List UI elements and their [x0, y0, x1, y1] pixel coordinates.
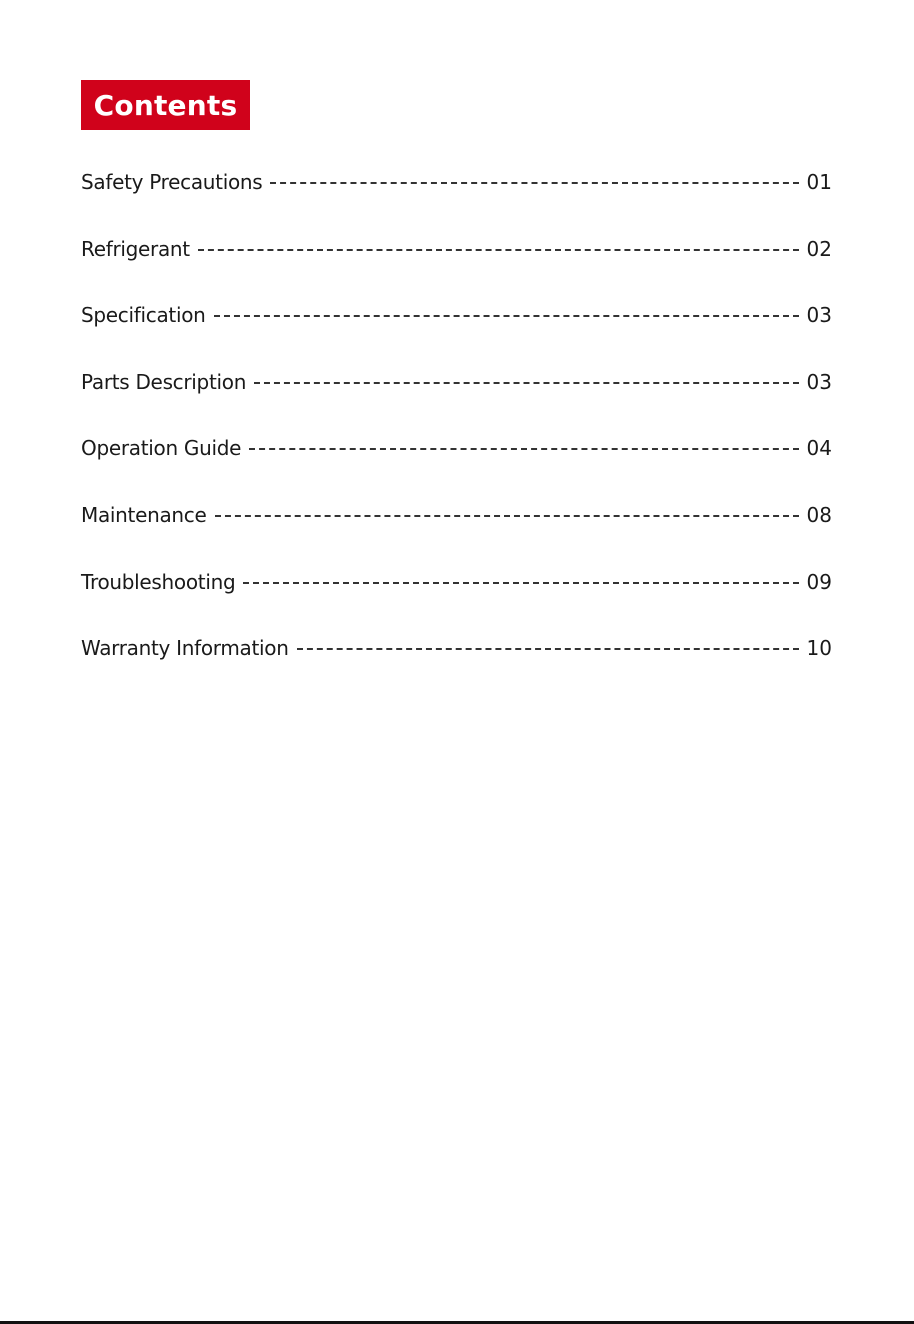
toc-entry-page: 02 [806, 236, 832, 261]
toc-entry-title: Specification [81, 303, 206, 328]
toc-entry-parts-description[interactable] [81, 364, 832, 400]
dot-leader [254, 382, 798, 384]
toc-entry-troubleshooting[interactable] [81, 564, 832, 600]
toc-entry-specification[interactable] [81, 297, 832, 333]
toc-entry-page: 01 [806, 170, 832, 194]
page-title: Contents [93, 88, 238, 122]
dot-leader [214, 315, 799, 317]
contents-heading-badge [81, 80, 250, 130]
toc-entry-maintenance[interactable] [81, 497, 832, 533]
dot-leader [297, 648, 799, 650]
toc-entry-page: 10 [806, 636, 832, 661]
toc-entry-safety-precautions[interactable] [81, 164, 832, 200]
toc-entry-page: 09 [806, 569, 832, 594]
toc-entry-page: 03 [806, 369, 832, 394]
toc-entry-title: Refrigerant [81, 236, 190, 261]
toc-entry-warranty-information[interactable] [81, 630, 832, 666]
toc-entry-page: 03 [806, 303, 832, 328]
dot-leader [198, 249, 799, 251]
table-of-contents [81, 164, 832, 697]
toc-entry-title: Troubleshooting [81, 569, 236, 594]
toc-entry-title: Warranty Information [81, 636, 289, 661]
toc-entry-title: Safety Precautions [81, 170, 263, 194]
dot-leader [249, 448, 798, 450]
dot-leader [243, 582, 798, 584]
toc-entry-page: 04 [806, 436, 832, 461]
toc-entry-operation-guide[interactable] [81, 430, 832, 466]
toc-entry-title: Parts Description [81, 369, 247, 394]
dot-leader [270, 182, 798, 184]
toc-entry-title: Operation Guide [81, 436, 242, 461]
toc-entry-refrigerant[interactable] [81, 231, 832, 267]
toc-entry-page: 08 [806, 502, 832, 527]
toc-entry-title: Maintenance [81, 502, 207, 527]
dot-leader [215, 515, 799, 517]
